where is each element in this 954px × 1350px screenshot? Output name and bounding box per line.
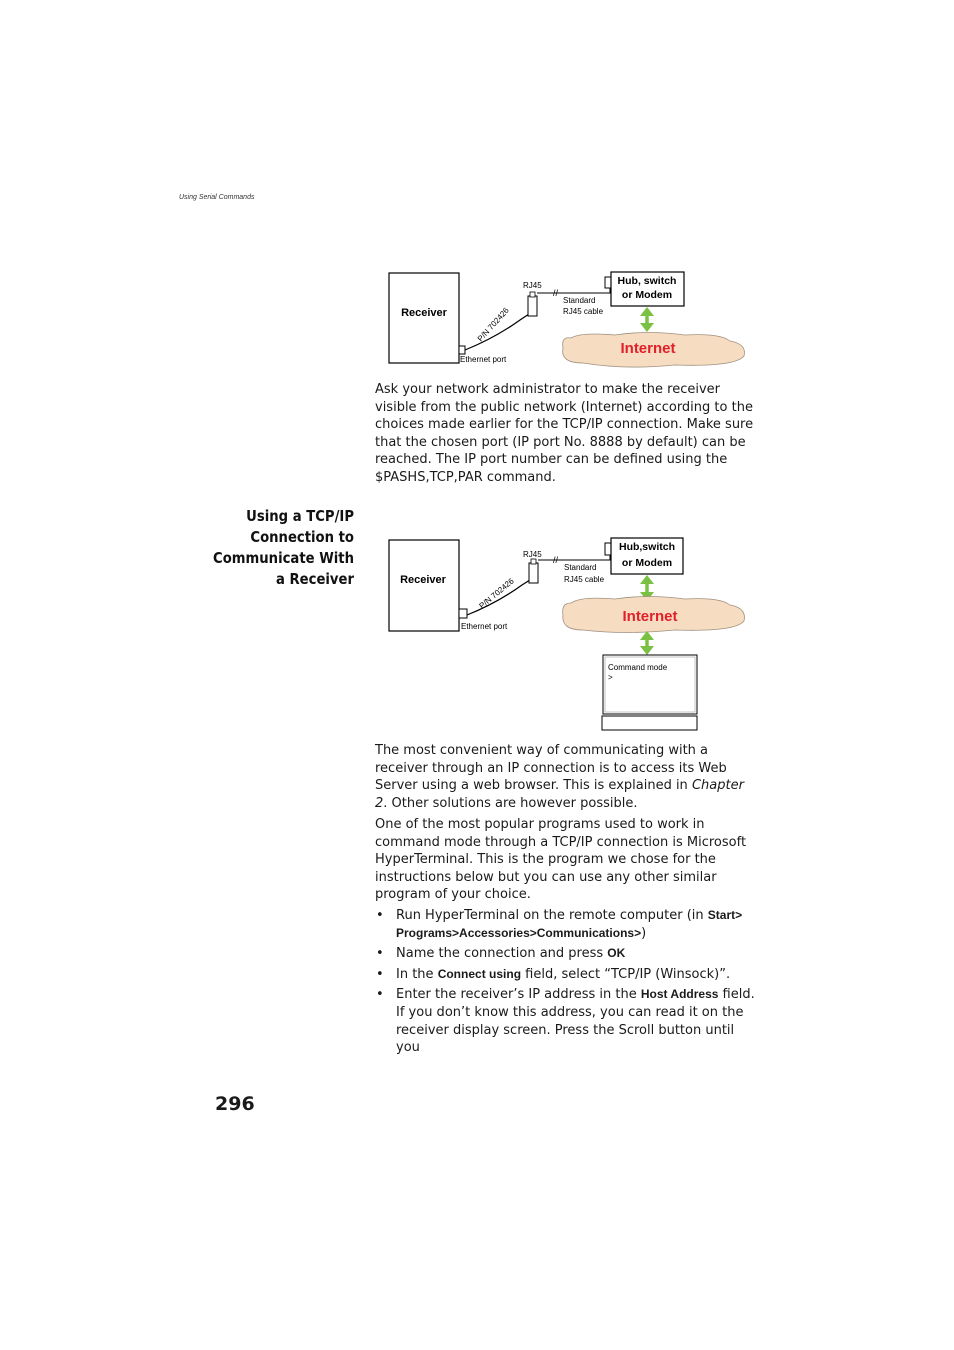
internet-label: Internet — [620, 340, 676, 357]
terminal-base — [602, 716, 697, 730]
part-number-label: P/N 702426 — [475, 305, 511, 344]
para-web-server-a: The most convenient way of communicating with a receiver through an IP connection is to access its Web Server using a web browser. This is explained in — [375, 743, 727, 794]
list-item — [375, 986, 760, 1056]
list-item — [375, 966, 760, 984]
cable-break: // — [553, 288, 559, 298]
hub-label-line2: or Modem — [621, 289, 673, 301]
ethernet-port — [459, 609, 467, 618]
para-web-server — [375, 742, 755, 812]
network-diagram-2 — [385, 535, 750, 735]
para-web-server-b: . Other solutions are however possible. — [383, 795, 638, 811]
para-network-admin-text: Ask your network administrator to make the receiver visible from the public network (Internet) according to the choices made earlier for the TCP/IP connection. Make sure that the chosen port (IP port No. 8888 by default) can be reached. The IP port number can be defined using the $PASHS,TCP,PAR command. — [375, 382, 754, 485]
receiver-label: Receiver — [401, 307, 447, 319]
standard-cable — [538, 555, 610, 560]
list-item-text-a: Name the connection and press — [396, 946, 608, 962]
terminal-line1: Command mode — [608, 663, 668, 672]
list-item-text-b: field, select “TCP/IP (Winsock)”. — [521, 966, 731, 982]
para-web-server-text — [375, 742, 755, 812]
para-hyperterminal — [375, 816, 755, 904]
list-item — [375, 907, 760, 942]
section-heading — [201, 506, 354, 590]
list-item-text-b: ) — [641, 925, 647, 941]
ethernet-port-label: Ethernet port — [460, 355, 507, 364]
chapter-reference: Chapter 2 — [375, 778, 744, 811]
terminal-line2: > — [608, 673, 613, 682]
host-address-field-reference: Host Address — [640, 987, 719, 1002]
internet-label: Internet — [622, 608, 678, 625]
rj45-connector — [528, 296, 537, 316]
bullet-dot: • — [376, 946, 384, 962]
standard-cable — [537, 288, 610, 293]
rj45-tab — [530, 292, 535, 297]
list-item-text-a: Enter the receiver’s IP address in the — [396, 987, 641, 1003]
para-hyperterminal-text: One of the most popular programs used to work in command mode through a TCP/IP connection is Microsoft HyperTerminal. This is the program we chose for the instructions below but you can use any other similar program of your choice. — [375, 817, 747, 903]
rj45-label: RJ45 — [523, 550, 542, 559]
para-network-admin — [375, 381, 755, 487]
bullet-dot: • — [376, 987, 384, 1003]
heading-line-1: Using a TCP/IP — [246, 507, 354, 525]
cable-label-line1: Standard — [563, 296, 596, 305]
heading-line-3: Communicate With — [213, 549, 354, 567]
instruction-list — [375, 907, 760, 1060]
heading-line-4: a Receiver — [276, 570, 354, 588]
double-arrow — [640, 307, 654, 332]
hub-label-line2: or Modem — [621, 557, 673, 569]
network-diagram-2-svg — [385, 535, 750, 735]
heading-line-2: Connection to — [250, 528, 354, 546]
ok-button-reference: OK — [607, 946, 626, 961]
network-diagram-1 — [385, 268, 750, 373]
cable-label-line2: RJ45 cable — [564, 575, 605, 584]
page-number: 296 — [215, 1093, 255, 1115]
list-item-text-a: Run HyperTerminal on the remote computer (in — [396, 908, 708, 923]
hub-label-line1: Hub,switch — [618, 541, 676, 553]
rj45-tab — [531, 559, 536, 564]
network-diagram-1-svg — [385, 268, 750, 373]
receiver-label: Receiver — [400, 574, 446, 586]
menu-path: Start> Programs>Accessories>Communications> — [396, 908, 743, 940]
ethernet-port-label: Ethernet port — [461, 622, 508, 631]
hub-label-line1: Hub, switch — [617, 275, 677, 287]
bullet-dot: • — [376, 908, 384, 923]
ethernet-port — [459, 346, 465, 354]
running-header: Using Serial Commands — [179, 194, 255, 201]
list-item-text-a: In the — [396, 966, 438, 982]
cable-label-line1: Standard — [564, 563, 597, 572]
bullet-dot: • — [376, 966, 384, 982]
rj45-connector — [529, 563, 538, 583]
part-number-label: P/N 702426 — [477, 576, 516, 611]
cable-label-line2: RJ45 cable — [563, 307, 604, 316]
hub-port — [605, 277, 611, 288]
list-item-text-b: field. If you don’t know this address, you can read it on the receiver display screen. Press the Scroll button until you — [396, 987, 755, 1056]
rj45-label: RJ45 — [523, 281, 542, 290]
double-arrow-bottom — [640, 631, 654, 655]
cable-break: // — [553, 555, 559, 565]
list-item — [375, 945, 760, 963]
connect-using-field-reference: Connect using — [437, 966, 522, 981]
hub-port — [605, 543, 611, 555]
